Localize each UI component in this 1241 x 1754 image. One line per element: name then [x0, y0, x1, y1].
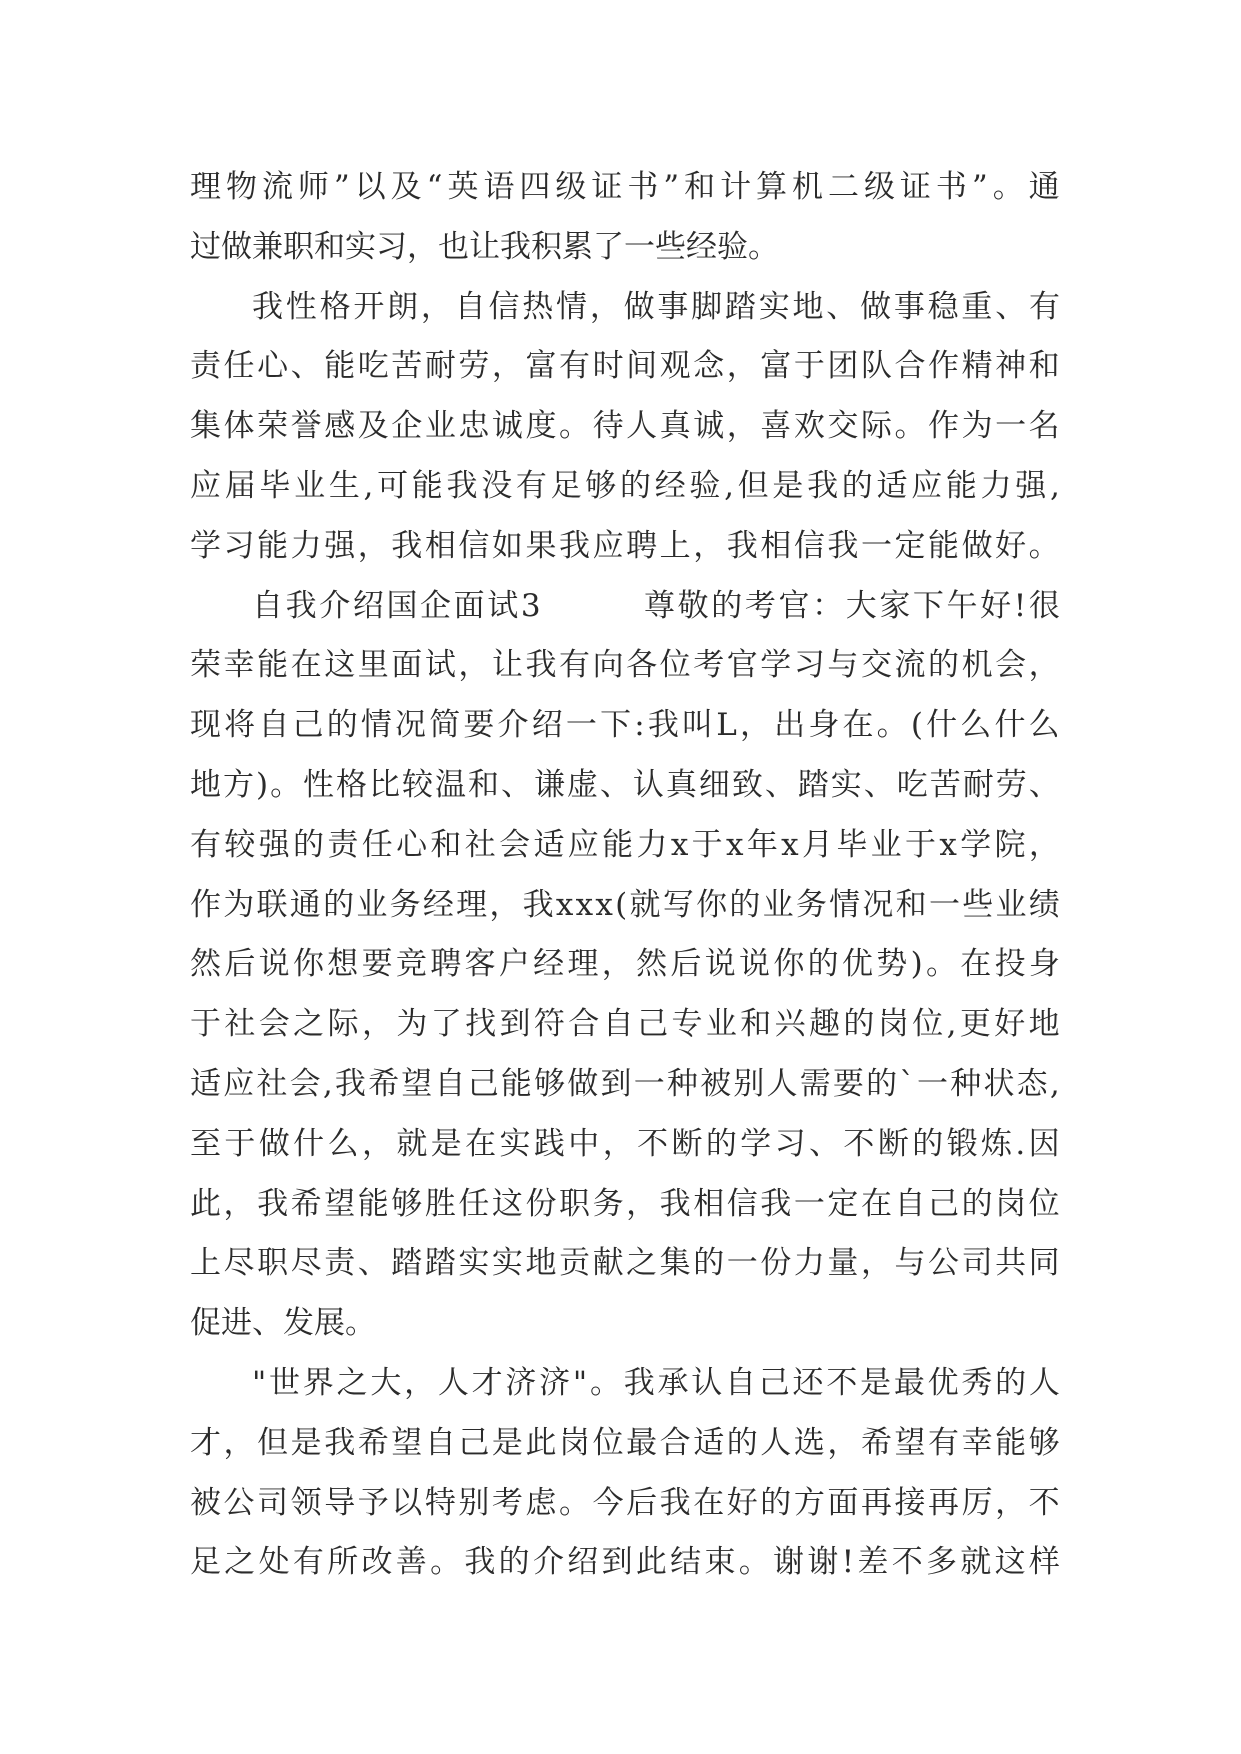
text-line: 足 之 处 有 所 改 善 。 我 的 介 绍 到 此 结 束 。 谢 谢 ! 差 不 多 就 这 样	[190, 1544, 1060, 1581]
text-line: 过做兼职和实习，也让我积累了一些经验。	[190, 228, 779, 265]
text-line: 然 后 说 你 想 要 竞 聘 客 户 经 理 ， 然 后 说 说 你 的 优 势 ) 。 在 投 身	[190, 946, 1060, 983]
text-line: 学 习 能 力 强 ， 我 相 信 如 果 我 应 聘 上 ， 我 相 信 我 一 定 能 做 好 。	[190, 527, 1060, 564]
text-line: 荣 幸 能 在 这 里 面 试 ， 让 我 有 向 各 位 考 官 学 习 与 交 流 的 机 会 ，	[190, 647, 1060, 684]
text-line: 现 将 自 己 的 情 况 简 要 介 绍 一 下 : 我 叫 L ， 出 身 在 。 ( 什 么 什 么	[190, 707, 1060, 744]
text-line: 我 性 格 开 朗 ， 自 信 热 情 ， 做 事 脚 踏 实 地 、 做 事 稳 重 、 有	[252, 288, 1060, 325]
text-line: " 世 界 之 大 ， 人 才 济 济 " 。 我 承 认 自 己 还 不 是 最 优 秀 的 人	[252, 1364, 1060, 1401]
text-line: 被 公 司 领 导 予 以 特 别 考 虑 。 今 后 我 在 好 的 方 面 再 接 再 厉 ， 不	[190, 1484, 1060, 1521]
text-line: 上 尽 职 尽 责 、 踏 踏 实 实 地 贡 献 之 集 的 一 份 力 量 ， 与 公 司 共 同	[190, 1245, 1060, 1282]
text-line: 理 物 流 师 ” 以 及 “ 英 语 四 级 证 书 ” 和 计 算 机 二 级 证 书 ” 。 通	[190, 169, 1060, 205]
text-line: 此 ， 我 希 望 能 够 胜 任 这 份 职 务 ， 我 相 信 我 一 定 在 自 己 的 岗 位	[190, 1185, 1060, 1222]
text-line: 适 应 社 会 , 我 希 望 自 己 能 够 做 到 一 种 被 别 人 需 要 的 ` 一 种 状 态 ,	[190, 1065, 1060, 1102]
text-line: 于 社 会 之 际 ， 为 了 找 到 符 合 自 己 专 业 和 兴 趣 的 岗 位 , 更 好 地	[190, 1006, 1060, 1043]
text-line: 应 届 毕 业 生 , 可 能 我 没 有 足 够 的 经 验 , 但 是 我 的 适 应 能 力 强 ,	[190, 467, 1060, 504]
text-line: 至 于 做 什 么 ， 就 是 在 实 践 中 ， 不 断 的 学 习 、 不 断 的 锻 炼 . 因	[190, 1125, 1060, 1162]
text-line: 有 较 强 的 责 任 心 和 社 会 适 应 能 力 x 于 x 年 x 月 毕 业 于 x 学 院 ，	[190, 826, 1060, 863]
text-line: 促进、发展。	[190, 1305, 376, 1342]
text-line: 责 任 心 、 能 吃 苦 耐 劳 ， 富 有 时 间 观 念 ， 富 于 团 队 合 作 精 神 和	[190, 348, 1060, 385]
text-line: 才 ， 但 是 我 希 望 自 己 是 此 岗 位 最 合 适 的 人 选 ， 希 望 有 幸 能 够	[190, 1424, 1060, 1461]
text-line: 集 体 荣 誉 感 及 企 业 忠 诚 度 。 待 人 真 诚 ， 喜 欢 交 际 。 作 为 一 名	[190, 408, 1060, 445]
text-line: 地 方 ) 。 性 格 比 较 温 和 、 谦 虚 、 认 真 细 致 、 踏 实 、 吃 苦 耐 劳 、	[190, 766, 1060, 803]
text-line: 自 我 介 绍 国 企 面 试 3 尊 敬 的 考 官 ： 大 家 下 午 好 ! 很	[252, 587, 1060, 624]
text-line: 作 为 联 通 的 业 务 经 理 ， 我 x x x ( 就 写 你 的 业 务 情 况 和 一 些 业 绩	[190, 886, 1060, 923]
document-body	[190, 158, 1060, 1593]
